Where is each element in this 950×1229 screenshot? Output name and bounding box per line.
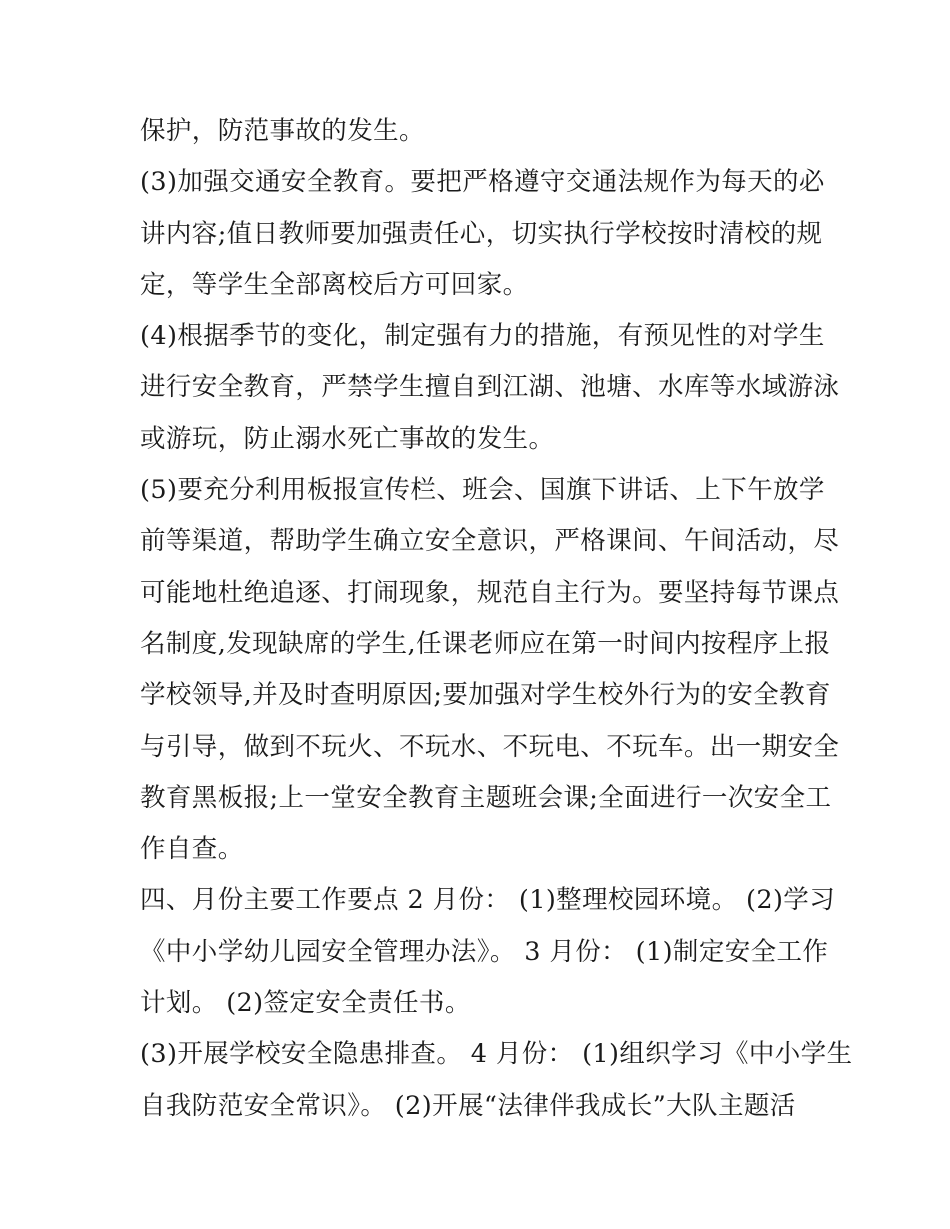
text-line: 可能地杜绝追逐、打闹现象，规范自主行为。要坚持每节课点 — [140, 577, 840, 608]
text-line: (4)根据季节的变化，制定强有力的措施，有预见性的对学生 — [140, 321, 825, 352]
text-line: 作自查。 — [140, 834, 244, 865]
text-line: (3)加强交通安全教育。要把严格遵守交通法规作为每天的必 — [140, 167, 825, 198]
text-line: 教育黑板报;上一堂安全教育主题班会课;全面进行一次安全工 — [140, 782, 832, 813]
text-line: 保护，防范事故的发生。 — [140, 116, 425, 146]
text-line: 《中小学幼儿园安全管理办法》。 3 月份： (1)制定安全工作 — [140, 936, 829, 967]
text-line: 自我防范安全常识》。 (2)开展“法律伴我成长”大队主题活 — [140, 1090, 796, 1121]
text-line: 定，等学生全部离校后方可回家。 — [140, 269, 529, 300]
document-body — [140, 106, 853, 1132]
text-line: 学校领导,并及时查明原因;要加强对学生校外行为的安全教育 — [140, 680, 831, 711]
text-line: 进行安全教育，严禁学生擅自到江湖、池塘、水库等水域游泳 — [140, 372, 840, 403]
text-line: (3)开展学校安全隐患排查。 4 月份： (1)组织学习《中小学生 — [140, 1039, 853, 1070]
text-line: 或游玩，防止溺水死亡事故的发生。 — [140, 423, 555, 454]
text-line: (5)要充分利用板报宣传栏、班会、国旗下讲话、上下午放学 — [140, 475, 825, 506]
text-line: 讲内容;值日教师要加强责任心，切实执行学校按时清校的规 — [140, 218, 823, 249]
text-line: 与引导，做到不玩火、不玩水、不玩电、不玩车。出一期安全 — [140, 731, 840, 762]
text-line: 前等渠道，帮助学生确立安全意识，严格课间、午间活动，尽 — [140, 526, 840, 557]
text-line: 四、月份主要工作要点 2 月份： (1)整理校园环境。 (2)学习 — [140, 885, 836, 916]
text-line: 名制度,发现缺席的学生,任课老师应在第一时间内按程序上报 — [140, 628, 831, 659]
text-line: 计划。 (2)签定安全责任书。 — [140, 988, 471, 1019]
